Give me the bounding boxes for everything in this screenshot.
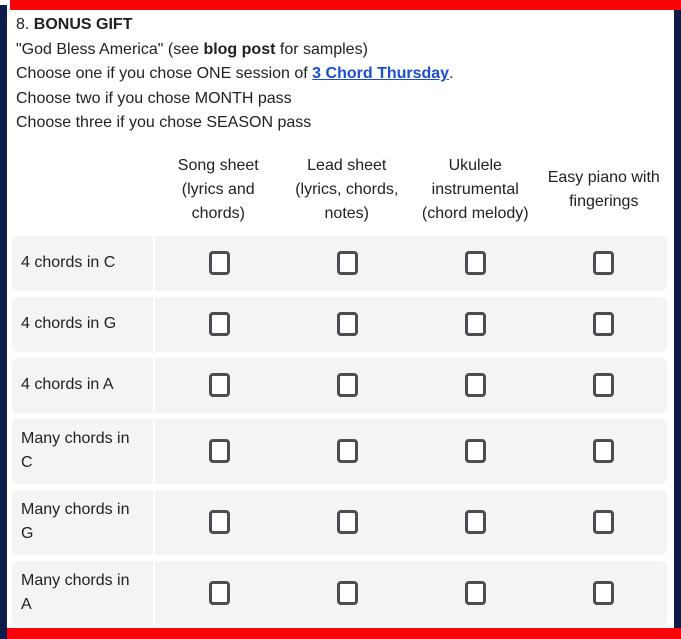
grid-row-many-chords-g (12, 490, 667, 555)
grid-cell (283, 419, 411, 484)
grid-column-header-song-sheet: Song sheet (lyrics and chords) (177, 156, 259, 222)
grid-cell (411, 561, 539, 626)
page-edge-right (674, 10, 681, 628)
highlight-border-top (10, 0, 681, 10)
checkbox[interactable] (209, 581, 230, 605)
highlight-border-bottom (7, 628, 681, 639)
grid-row-label: Many chords in A (12, 561, 153, 626)
grid-row-cells (155, 490, 667, 555)
grid-cell (155, 490, 283, 555)
blog-post-emphasis: blog post (203, 40, 276, 58)
checkbox[interactable] (465, 312, 486, 336)
grid-row-label: 4 chords in C (12, 236, 153, 291)
grid-header-row (12, 150, 667, 230)
chord-thursday-link[interactable]: 3 Chord Thursday (312, 65, 450, 83)
grid-row-label: Many chords in C (12, 419, 153, 484)
question-content (7, 10, 674, 628)
checkbox[interactable] (337, 510, 358, 534)
grid-row-4-chords-a (12, 358, 667, 413)
checkbox[interactable] (209, 510, 230, 534)
checkbox[interactable] (593, 581, 614, 605)
grid-cell (155, 561, 283, 626)
grid-cell (283, 358, 411, 413)
question-desc-line-2: Choose one if you chose ONE session of 3 Chord Thursday. (16, 65, 454, 83)
grid-cell (539, 297, 667, 352)
grid-cell (283, 236, 411, 291)
checkbox[interactable] (209, 251, 230, 275)
grid-cell (539, 419, 667, 484)
checkbox[interactable] (593, 439, 614, 463)
grid-cell (283, 561, 411, 626)
checkbox[interactable] (593, 312, 614, 336)
grid-column-header-ukulele: Ukulele instrumental (chord melody) (421, 156, 529, 222)
grid-cell (411, 490, 539, 555)
grid-cell (155, 297, 283, 352)
grid-row-cells (155, 297, 667, 352)
checkbox[interactable] (337, 373, 358, 397)
grid-row-label: Many chords in G (12, 490, 153, 555)
checkbox[interactable] (593, 373, 614, 397)
checkbox[interactable] (593, 510, 614, 534)
grid-cell (411, 358, 539, 413)
grid-cell (411, 297, 539, 352)
grid-row-cells (155, 419, 667, 484)
grid-cell (155, 419, 283, 484)
grid-row-cells (155, 561, 667, 626)
checkbox[interactable] (209, 439, 230, 463)
grid-column-header-lead-sheet: Lead sheet (lyrics, chords, notes) (295, 156, 399, 222)
checkbox[interactable] (465, 510, 486, 534)
question-title-text: BONUS GIFT (33, 16, 133, 33)
question-desc-line-4: Choose three if you chose SEASON pass (16, 114, 312, 132)
grid-cell (411, 419, 539, 484)
grid-row-many-chords-a (12, 561, 667, 626)
checkbox[interactable] (593, 251, 614, 275)
question-desc-line-1: "God Bless America" (see blog post for samples) (16, 40, 368, 58)
question-text-block (7, 10, 674, 136)
grid-cell (411, 236, 539, 291)
page-edge-left (0, 5, 7, 639)
grid-row-4-chords-c (12, 236, 667, 291)
grid-row-cells (155, 236, 667, 291)
question-number: 8. (16, 16, 30, 33)
checkbox[interactable] (465, 439, 486, 463)
checkbox[interactable] (209, 373, 230, 397)
checkbox[interactable] (209, 312, 230, 336)
question-desc-line-3: Choose two if you chose MONTH pass (16, 89, 292, 107)
grid-row-many-chords-c (12, 419, 667, 484)
checkbox[interactable] (337, 312, 358, 336)
grid-cell (539, 236, 667, 291)
grid-cell (155, 358, 283, 413)
grid-cell (283, 490, 411, 555)
checkbox[interactable] (337, 251, 358, 275)
checkbox[interactable] (465, 581, 486, 605)
grid-cell (539, 358, 667, 413)
grid-row-cells (155, 358, 667, 413)
grid-column-header-easy-piano: Easy piano with fingerings (547, 168, 660, 210)
grid-row-4-chords-g (12, 297, 667, 352)
checkbox[interactable] (337, 439, 358, 463)
checkbox-grid (12, 150, 667, 626)
grid-row-label: 4 chords in G (12, 297, 153, 352)
grid-cell (539, 490, 667, 555)
checkbox[interactable] (465, 373, 486, 397)
grid-cell (539, 561, 667, 626)
checkbox[interactable] (465, 251, 486, 275)
grid-cell (155, 236, 283, 291)
question-title (16, 13, 674, 38)
grid-row-label: 4 chords in A (12, 358, 153, 413)
grid-cell (283, 297, 411, 352)
checkbox[interactable] (337, 581, 358, 605)
